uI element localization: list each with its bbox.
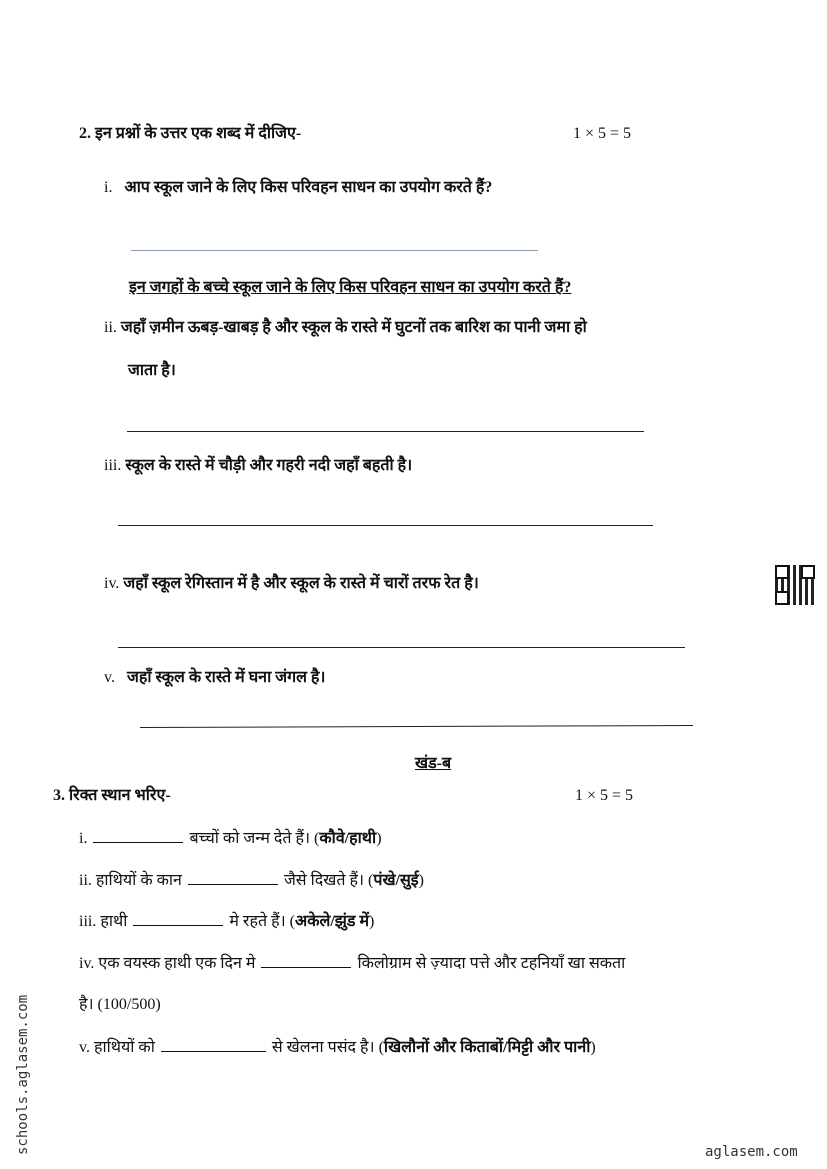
- q2-title: 2. इन प्रश्नों के उत्तर एक शब्द में दीजिए-: [79, 125, 302, 142]
- q3-item-v: [79, 1037, 596, 1058]
- options-text: कौवे/हाथी: [319, 830, 377, 847]
- q2-marks: 1 × 5 = 5: [573, 125, 632, 142]
- sentence-text: हाथियों के कान: [95, 872, 182, 889]
- qr-code: [775, 565, 815, 605]
- question-text: आप स्कूल जाने के लिए किस परिवहन साधन का उपयोग करते हैं?: [124, 179, 493, 196]
- q3-title: 3. रिक्त स्थान भरिए-: [53, 787, 171, 804]
- options-text: अकेले/झुंड में: [294, 913, 370, 930]
- q3-item-iv-cont: है। (100/500): [79, 996, 161, 1013]
- item-number: i.: [104, 179, 113, 196]
- sentence-text: एक वयस्क हाथी एक दिन मे: [98, 955, 256, 972]
- q3-marks: 1 × 5 = 5: [575, 787, 634, 804]
- question-text: जहाँ स्कूल रेगिस्तान में है और स्कूल के रास्ते में चारों तरफ रेत है।: [123, 575, 479, 592]
- q3-item-ii: [79, 870, 424, 891]
- watermark-left: schools.aglasem.com: [15, 994, 31, 1155]
- q2-item-v: [104, 668, 326, 688]
- item-number: iv.: [79, 955, 95, 972]
- q3-item-i: [79, 828, 382, 849]
- fill-blank[interactable]: [133, 911, 223, 926]
- answer-line[interactable]: [140, 725, 693, 728]
- answer-line[interactable]: [118, 647, 685, 648]
- sentence-end: ): [590, 1039, 596, 1056]
- sentence-text: किलोग्राम से ज़्यादा पत्ते और टहनियाँ खा सकता: [357, 955, 626, 972]
- answer-line[interactable]: [131, 250, 538, 251]
- sentence-end: ): [418, 872, 424, 889]
- item-number: iii.: [104, 457, 122, 474]
- sentence-text: बच्चों को जन्म देते हैं। (: [189, 830, 320, 847]
- sentence-text: मे रहते हैं। (: [229, 913, 295, 930]
- q2-item-ii: [104, 318, 587, 338]
- answer-line[interactable]: [118, 525, 653, 526]
- item-number: iv.: [104, 575, 120, 592]
- sentence-end: ): [376, 830, 382, 847]
- item-number: v.: [104, 669, 115, 686]
- item-number: v.: [79, 1039, 90, 1056]
- question-text: जहाँ स्कूल के रास्ते में घना जंगल है।: [126, 669, 326, 686]
- sentence-text: जैसे दिखते हैं। (: [283, 872, 374, 889]
- fill-blank[interactable]: [188, 870, 278, 885]
- item-number: ii.: [79, 872, 92, 889]
- item-number: iii.: [79, 913, 97, 930]
- q2-item-ii-cont: जाता है।: [128, 362, 176, 379]
- q3-item-iv: [79, 953, 625, 974]
- watermark-right: aglasem.com: [705, 1144, 798, 1160]
- section-heading: खंड-ब: [415, 755, 452, 772]
- fill-blank[interactable]: [161, 1037, 266, 1052]
- q2-item-i: [104, 178, 492, 198]
- q2-item-iii: [104, 456, 412, 476]
- sentence-end: ): [369, 913, 375, 930]
- item-number: i.: [79, 830, 88, 847]
- question-text: जहाँ ज़मीन ऊबड़-खाबड़ है और स्कूल के रास्ते में घुटनों तक बारिश का पानी जमा हो: [120, 319, 587, 336]
- options-text: पंखे/सुई: [373, 872, 419, 889]
- answer-line[interactable]: [127, 431, 644, 432]
- q3-item-iii: [79, 911, 374, 932]
- item-number: ii.: [104, 319, 117, 336]
- q2-item-iv: [104, 574, 479, 594]
- fill-blank[interactable]: [93, 828, 183, 843]
- sentence-text: हाथियों को: [93, 1039, 155, 1056]
- sentence-text: हाथी: [100, 913, 128, 930]
- fill-blank[interactable]: [261, 953, 351, 968]
- question-text: स्कूल के रास्ते में चौड़ी और गहरी नदी जहाँ बहती है।: [125, 457, 413, 474]
- q2-subheading: इन जगहों के बच्चे स्कूल जाने के लिए किस परिवहन साधन का उपयोग करते हैं?: [129, 279, 572, 296]
- sentence-text: से खेलना पसंद है। (: [271, 1039, 384, 1056]
- options-text: खिलौनों और किताबों/मिट्टी और पानी: [383, 1039, 591, 1056]
